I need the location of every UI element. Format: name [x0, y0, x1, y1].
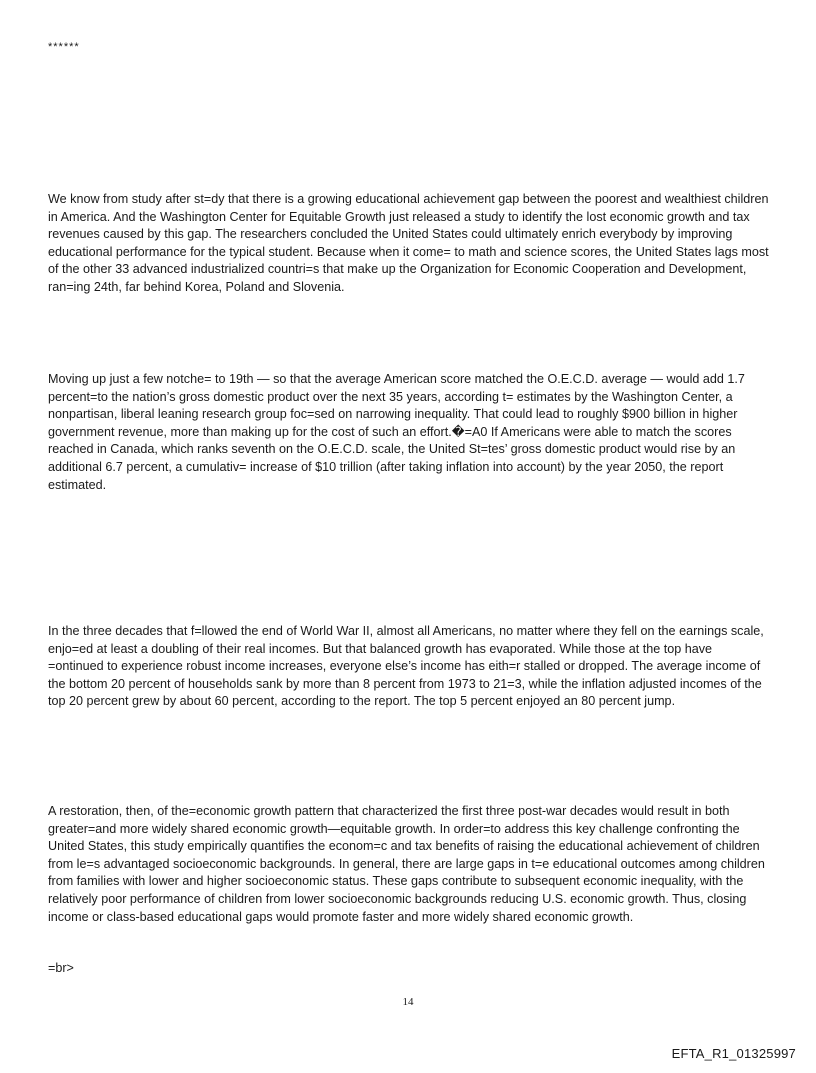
section-separator: ****** — [48, 41, 80, 53]
page-number: 14 — [402, 996, 414, 1008]
paragraph-income-history: In the three decades that f=llowed the end of World War II, almost all Americans, no matter where they fell on the earnings scale, enjo=ed at least a doubling of their real incomes. But that balanced growth has evaporated. While those at the top have =ontinued to experience robust income increases, everyone else’s income has eith=r stalled or dropped. The average income of the bottom 20 percent of households sank by more than 8 percent from 1973 to 21=3, while the inflation adjusted incomes of the top 20 percent grew by about 60 percent, according to the report. The top 5 percent enjoyed an 80 percent jump. — [48, 624, 764, 709]
paragraph-equitable-growth: A restoration, then, of the=economic growth pattern that characterized the first three post-war decades would result in both greater=and more widely shared economic growth—equitable growth. In order=to address this key challenge confronting the United States, this study empirically quantifies the econom=c and tax benefits of raising the educational achievement of children from le=s advantaged socioeconomic backgrounds. In general, there are large gaps in t=e educational outcomes among children from families with lower and higher socioeconomic status. These gaps contribute to subsequent economic inequality, with the relatively poor performance of children from lower socioeconomic backgrounds reducing U.S. economic growth. Thus, closing income or class-based educational gaps would promote faster and more widely shared economic growth. — [48, 804, 765, 924]
stray-html-tag: =br> — [48, 961, 74, 975]
paragraph-achievement-gap: We know from study after st=dy that there is a growing educational achievement gap between the poorest and wealthiest children in America. And the Washington Center for Equitable Growth just released a study to identify the lost economic growth and tax revenues caused by this gap. The researchers concluded the United States could ultimately enrich everybody by improving educational performance for the typical student. Because when it come= to math and science scores, the United States lags most of the other 33 advanced industrialized countri=s that make up the Organization for Economic Cooperation and Development, ran=ing 24th, far behind Korea, Poland and Slovenia. — [48, 192, 769, 294]
paragraph-oecd-ranking: Moving up just a few notche= to 19th — so that the average American score matched the O.E.C.D. average — would add 1.7 percent=to the nation’s gross domestic product over the next 35 years, according t= estimates by the Washington Center, a nonpartisan, liberal leaning research group foc=sed on narrowing inequality. That could lead to roughly $900 billion in higher government revenue, more than making up for the cost of such an effort.�=A0 If Americans were able to match the scores reached in Canada, which ranks seventh on the O.E.C.D. scale, the United St=tes’ gross domestic product would rise by an additional 6.7 percent, a cumulativ= increase of $10 trillion (after taking inflation into account) by the year 2050, the report estimated. — [48, 372, 745, 492]
document-id: EFTA_R1_01325997 — [671, 1046, 796, 1061]
